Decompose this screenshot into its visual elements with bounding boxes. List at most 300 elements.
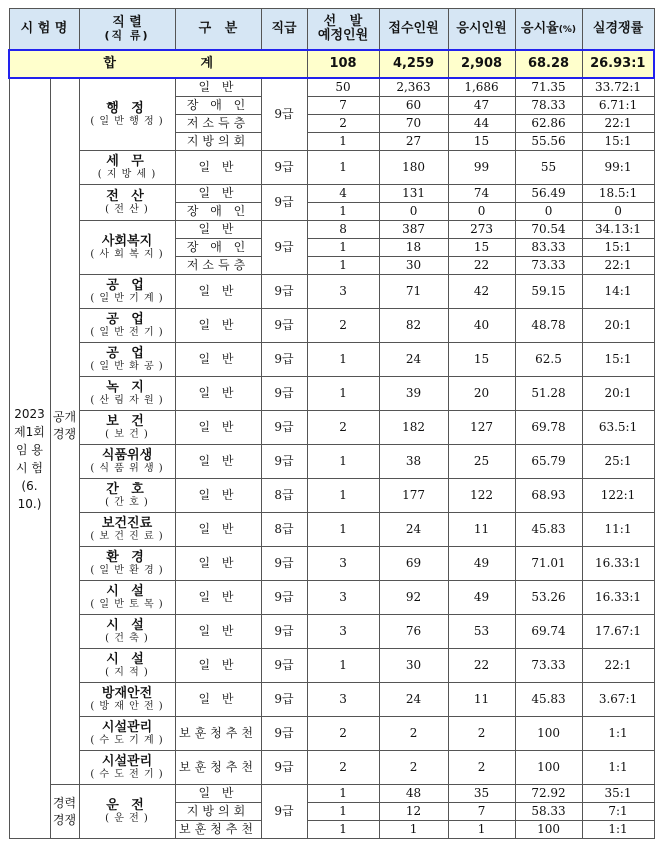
competition-cell: 35:1 [582,785,654,803]
job-series-main: 시설관리 [101,753,153,769]
competition-cell: 6.71:1 [582,97,654,115]
planned-cell: 50 [307,78,379,97]
category-cell: 일 반 [175,615,261,649]
planned-cell: 2 [307,115,379,133]
grade-cell: 9급 [261,581,307,615]
applied-cell: 92 [379,581,448,615]
exam-results-table [8,8,655,839]
attended-cell: 0 [448,203,515,221]
planned-cell: 2 [307,751,379,785]
job-series-main: 환 경 [106,549,148,565]
grade-cell: 8급 [261,513,307,547]
job-series-sub: ( 보 건 진 료 ) [90,531,164,543]
total-attended: 2,908 [448,50,515,78]
attended-cell: 1,686 [448,78,515,97]
competition-cell: 7:1 [582,803,654,821]
planned-cell: 3 [307,581,379,615]
job-series-cell [79,151,175,185]
rate-cell: 58.33 [515,803,582,821]
category-cell: 지방의회 [175,133,261,151]
rate-cell: 51.28 [515,377,582,411]
header-planned-2: 예정인원 [317,28,369,43]
attended-cell: 15 [448,239,515,257]
rate-cell: 45.83 [515,683,582,717]
planned-cell: 4 [307,185,379,203]
attended-cell: 22 [448,257,515,275]
job-series-sub: ( 보 건 ) [105,429,149,441]
header-attended: 응시인원 [448,9,515,51]
grade-cell: 9급 [261,649,307,683]
grade-cell: 9급 [261,377,307,411]
rate-cell: 55.56 [515,133,582,151]
job-series-main: 시설관리 [101,719,153,735]
competition-cell: 14:1 [582,275,654,309]
table-row [9,309,654,343]
job-series-main: 시 설 [106,583,148,599]
category-cell: 일 반 [175,309,261,343]
competition-cell: 22:1 [582,649,654,683]
table-row [9,479,654,513]
category-cell: 일 반 [175,185,261,203]
header-rate [515,9,582,51]
rate-cell: 78.33 [515,97,582,115]
header-planned-1: 선 발 [323,13,363,29]
job-series-sub: ( 지 적 ) [105,667,149,679]
applied-cell: 30 [379,257,448,275]
grade-cell: 9급 [261,411,307,445]
job-series-sub: ( 일 반 행 정 ) [90,116,164,128]
competition-cell: 1:1 [582,821,654,839]
planned-cell: 3 [307,615,379,649]
job-series-main: 녹 지 [106,379,148,395]
rate-cell: 72.92 [515,785,582,803]
rate-cell: 71.01 [515,547,582,581]
category-cell: 일 반 [175,581,261,615]
rate-cell: 100 [515,717,582,751]
table-row [9,649,654,683]
category-cell: 일 반 [175,275,261,309]
competition-cell: 0 [582,203,654,221]
job-series-main: 공 업 [106,277,148,293]
header-row [9,9,654,51]
job-series-sub: ( 일 반 환 경 ) [90,565,164,577]
job-series-sub: ( 간 호 ) [105,497,149,509]
attended-cell: 122 [448,479,515,513]
table-row [9,547,654,581]
competition-cell: 16.33:1 [582,581,654,615]
category-cell: 장 애 인 [175,97,261,115]
competition-cell: 1:1 [582,751,654,785]
rate-cell: 53.26 [515,581,582,615]
planned-cell: 2 [307,309,379,343]
applied-cell: 2 [379,751,448,785]
planned-cell: 1 [307,649,379,683]
grade-cell: 9급 [261,751,307,785]
attended-cell: 1 [448,821,515,839]
attended-cell: 49 [448,581,515,615]
category-cell: 일 반 [175,479,261,513]
grade-cell: 9급 [261,309,307,343]
rate-cell: 62.86 [515,115,582,133]
exam-name-line: 시 험 [16,460,43,475]
applied-cell: 177 [379,479,448,513]
job-series-main: 방재안전 [101,685,153,701]
applied-cell: 387 [379,221,448,239]
attended-cell: 35 [448,785,515,803]
attended-cell: 11 [448,513,515,547]
applied-cell: 38 [379,445,448,479]
job-series-sub: ( 운 전 ) [105,813,149,825]
planned-cell: 2 [307,411,379,445]
planned-cell: 1 [307,377,379,411]
job-series-main: 보건진료 [101,515,153,531]
rate-cell: 56.49 [515,185,582,203]
rate-cell: 0 [515,203,582,221]
category-cell: 일 반 [175,649,261,683]
attended-cell: 40 [448,309,515,343]
job-series-cell [79,221,175,275]
open-competition-line: 경쟁 [52,426,77,441]
attended-cell: 15 [448,133,515,151]
attended-cell: 25 [448,445,515,479]
planned-cell: 1 [307,513,379,547]
rate-cell: 48.78 [515,309,582,343]
job-series-sub: ( 일 반 화 공 ) [90,361,164,373]
job-series-cell [79,411,175,445]
category-cell: 보훈청추천 [175,717,261,751]
attended-cell: 42 [448,275,515,309]
job-series-cell [79,615,175,649]
exam-name-line: 2023 [14,406,45,421]
applied-cell: 48 [379,785,448,803]
category-cell: 저소득층 [175,115,261,133]
job-series-sub: ( 식 품 위 생 ) [90,463,164,475]
job-series-cell [79,479,175,513]
applied-cell: 69 [379,547,448,581]
total-rate: 68.28 [515,50,582,78]
planned-cell: 1 [307,343,379,377]
total-competition: 26.93:1 [582,50,654,78]
planned-cell: 7 [307,97,379,115]
table-row [9,785,654,803]
applied-cell: 39 [379,377,448,411]
applied-cell: 2 [379,717,448,751]
category-cell: 장 애 인 [175,239,261,257]
table-row [9,581,654,615]
rate-cell: 45.83 [515,513,582,547]
competition-cell: 25:1 [582,445,654,479]
table-row [9,78,654,97]
job-series-main: 식품위생 [101,447,153,463]
planned-cell: 1 [307,133,379,151]
competition-cell: 99:1 [582,151,654,185]
rate-cell: 83.33 [515,239,582,257]
competition-cell: 15:1 [582,343,654,377]
open-competition-line: 공개 [52,410,77,424]
applied-cell: 71 [379,275,448,309]
planned-cell: 1 [307,239,379,257]
job-series-main: 간 호 [106,481,148,497]
planned-cell: 1 [307,203,379,221]
rate-cell: 73.33 [515,257,582,275]
category-cell: 일 반 [175,513,261,547]
competition-cell: 22:1 [582,115,654,133]
job-series-main: 공 업 [106,311,148,327]
header-grade: 직급 [261,9,307,51]
grade-cell: 8급 [261,479,307,513]
grade-cell: 9급 [261,547,307,581]
total-row [9,50,654,78]
job-series-sub: ( 전 산 ) [105,204,149,216]
job-series-main: 전 산 [106,188,148,204]
job-series-cell [79,785,175,839]
table-row [9,445,654,479]
category-cell: 일 반 [175,785,261,803]
competition-cell: 11:1 [582,513,654,547]
header-job-sub: (직 류) [104,29,150,43]
job-series-main: 세 무 [106,153,148,169]
exam-name-line: 임 용 [16,442,43,457]
job-series-cell [79,717,175,751]
total-planned: 108 [307,50,379,78]
competition-cell: 33.72:1 [582,78,654,97]
applied-cell: 27 [379,133,448,151]
table-row [9,615,654,649]
attended-cell: 74 [448,185,515,203]
rate-cell: 100 [515,821,582,839]
job-series-main: 공 업 [106,345,148,361]
attended-cell: 15 [448,343,515,377]
header-rate-unit: (%) [558,24,576,35]
header-exam: 시 험 명 [9,9,79,51]
rate-cell: 69.74 [515,615,582,649]
rate-cell: 69.78 [515,411,582,445]
job-series-main: 보 건 [106,413,148,429]
table-row [9,683,654,717]
job-series-cell [79,513,175,547]
exam-name-line: (6. 10.) [17,478,42,511]
competition-cell: 18.5:1 [582,185,654,203]
competition-cell: 63.5:1 [582,411,654,445]
attended-cell: 273 [448,221,515,239]
planned-cell: 8 [307,221,379,239]
grade-cell: 9급 [261,221,307,275]
grade-cell: 9급 [261,185,307,221]
category-cell: 일 반 [175,221,261,239]
job-series-main: 행 정 [106,100,148,116]
competition-cell: 20:1 [582,309,654,343]
competition-cell: 1:1 [582,717,654,751]
attended-cell: 22 [448,649,515,683]
job-series-sub: ( 지 방 세 ) [97,169,157,181]
grade-cell: 9급 [261,615,307,649]
table-row [9,275,654,309]
applied-cell: 24 [379,513,448,547]
table-row [9,717,654,751]
category-cell: 일 반 [175,78,261,97]
grade-cell: 9급 [261,785,307,839]
exam-name-cell [9,78,50,839]
competition-cell: 16.33:1 [582,547,654,581]
total-applied: 4,259 [379,50,448,78]
attended-cell: 2 [448,751,515,785]
job-series-sub: ( 건 축 ) [105,633,149,645]
planned-cell: 1 [307,785,379,803]
applied-cell: 180 [379,151,448,185]
job-series-main: 시 설 [106,651,148,667]
rate-cell: 70.54 [515,221,582,239]
exam-name-line: 제1회 [14,424,45,439]
header-planned [307,9,379,51]
job-series-sub: ( 수 도 전 기 ) [90,769,164,781]
grade-cell: 9급 [261,683,307,717]
planned-cell: 3 [307,683,379,717]
competition-cell: 22:1 [582,257,654,275]
category-cell: 보훈청추천 [175,821,261,839]
attended-cell: 20 [448,377,515,411]
applied-cell: 2,363 [379,78,448,97]
grade-cell: 9급 [261,343,307,377]
category-cell: 지방의회 [175,803,261,821]
grade-cell: 9급 [261,717,307,751]
applied-cell: 18 [379,239,448,257]
table-row [9,751,654,785]
applied-cell: 24 [379,683,448,717]
job-series-cell [79,445,175,479]
applied-cell: 1 [379,821,448,839]
planned-cell: 1 [307,445,379,479]
grade-cell: 9급 [261,445,307,479]
attended-cell: 47 [448,97,515,115]
applied-cell: 24 [379,343,448,377]
grade-cell: 9급 [261,275,307,309]
job-series-cell [79,683,175,717]
attended-cell: 127 [448,411,515,445]
category-cell: 일 반 [175,343,261,377]
rate-cell: 62.5 [515,343,582,377]
planned-cell: 1 [307,821,379,839]
career-competition-line: 경력 [52,795,77,810]
header-competition: 실경쟁률 [582,9,654,51]
applied-cell: 76 [379,615,448,649]
applied-cell: 30 [379,649,448,683]
planned-cell: 3 [307,547,379,581]
job-series-sub: ( 일 반 기 계 ) [90,293,164,305]
competition-cell: 15:1 [582,133,654,151]
career-competition-line: 경쟁 [52,812,77,827]
job-series-main: 시 설 [106,617,148,633]
applied-cell: 60 [379,97,448,115]
category-cell: 일 반 [175,151,261,185]
applied-cell: 182 [379,411,448,445]
rate-cell: 68.93 [515,479,582,513]
attended-cell: 49 [448,547,515,581]
rate-cell: 71.35 [515,78,582,97]
competition-cell: 15:1 [582,239,654,257]
table-row [9,411,654,445]
planned-cell: 1 [307,803,379,821]
applied-cell: 131 [379,185,448,203]
rate-cell: 59.15 [515,275,582,309]
job-series-cell [79,751,175,785]
job-series-sub: ( 수 도 기 계 ) [90,735,164,747]
rate-cell: 55 [515,151,582,185]
planned-cell: 2 [307,717,379,751]
job-series-cell [79,581,175,615]
table-row [9,185,654,203]
competition-cell: 17.67:1 [582,615,654,649]
job-series-cell [79,343,175,377]
header-job [79,9,175,51]
attended-cell: 2 [448,717,515,751]
table-row [9,343,654,377]
table-row [9,221,654,239]
total-label: 합 계 [9,50,307,78]
open-competition-cell [50,78,79,785]
category-cell: 장 애 인 [175,203,261,221]
job-series-sub: ( 사 회 복 지 ) [90,249,164,261]
grade-cell: 9급 [261,78,307,151]
header-category: 구 분 [175,9,261,51]
job-series-cell [79,78,175,151]
table-row [9,377,654,411]
competition-cell: 20:1 [582,377,654,411]
job-series-sub: ( 방 재 안 전 ) [90,701,164,713]
applied-cell: 82 [379,309,448,343]
category-cell: 일 반 [175,547,261,581]
job-series-sub: ( 산 림 자 원 ) [90,395,164,407]
job-series-sub: ( 일 반 전 기 ) [90,327,164,339]
planned-cell: 1 [307,151,379,185]
planned-cell: 1 [307,257,379,275]
job-series-cell [79,309,175,343]
job-series-cell [79,185,175,221]
category-cell: 일 반 [175,445,261,479]
category-cell: 저소득층 [175,257,261,275]
attended-cell: 11 [448,683,515,717]
category-cell: 보훈청추천 [175,751,261,785]
career-competition-cell [50,785,79,839]
results-table-container [8,8,653,839]
job-series-cell [79,649,175,683]
attended-cell: 53 [448,615,515,649]
category-cell: 일 반 [175,377,261,411]
attended-cell: 44 [448,115,515,133]
applied-cell: 70 [379,115,448,133]
competition-cell: 3.67:1 [582,683,654,717]
competition-cell: 34.13:1 [582,221,654,239]
job-series-sub: ( 일 반 토 목 ) [90,599,164,611]
rate-cell: 73.33 [515,649,582,683]
header-rate-label: 응시율 [521,20,559,36]
job-series-cell [79,547,175,581]
header-job-main: 직 렬 [112,14,142,30]
attended-cell: 7 [448,803,515,821]
job-series-cell [79,377,175,411]
job-series-main: 운 전 [106,797,148,813]
table-row [9,513,654,547]
header-applied: 접수인원 [379,9,448,51]
attended-cell: 99 [448,151,515,185]
category-cell: 일 반 [175,411,261,445]
rate-cell: 100 [515,751,582,785]
applied-cell: 0 [379,203,448,221]
planned-cell: 1 [307,479,379,513]
grade-cell: 9급 [261,151,307,185]
rate-cell: 65.79 [515,445,582,479]
applied-cell: 12 [379,803,448,821]
competition-cell: 122:1 [582,479,654,513]
